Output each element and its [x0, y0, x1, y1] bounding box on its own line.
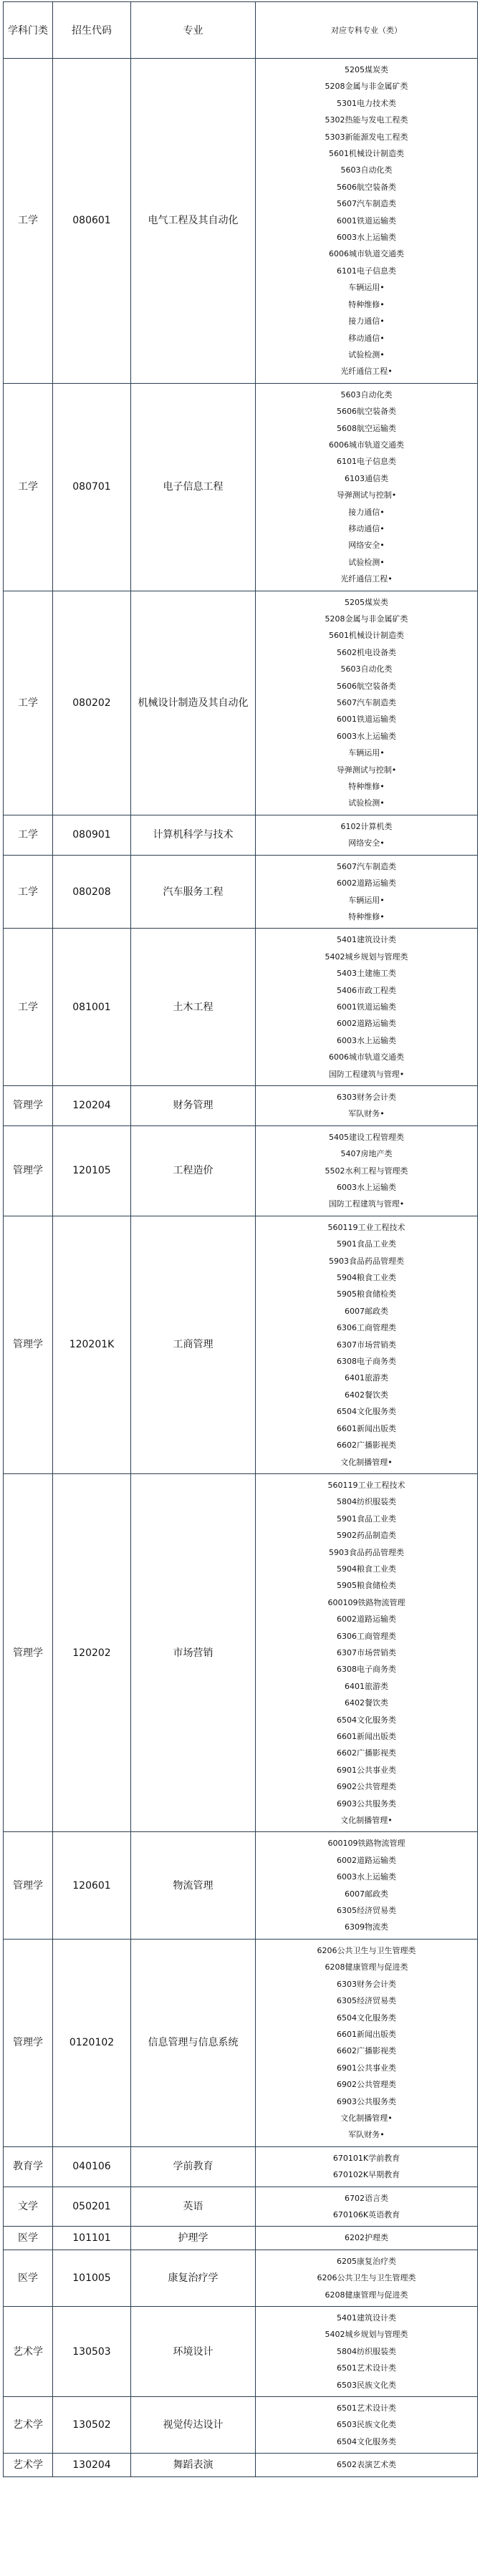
table-row	[4, 2187, 478, 2227]
mapped-major-item: 6401旅游类	[345, 1373, 388, 1383]
mapped-major-item: 6002道路运输类	[337, 1614, 396, 1624]
category-cell: 管理学	[4, 1832, 53, 1939]
mapped-major-item: 5601机械设计制造类	[329, 149, 404, 159]
mapped-major-item: 6303财务会计类	[337, 1979, 396, 1989]
mapped-major-item: 6401旅游类	[345, 1681, 388, 1691]
table-row	[4, 1216, 478, 1473]
mapped-major-item: 5601机械设计制造类	[329, 631, 404, 641]
mapped-majors-cell	[256, 591, 478, 815]
code-cell: 120202	[53, 1473, 131, 1832]
mapped-major-item: 5804纺织服装类	[337, 1497, 396, 1507]
mapped-major-item: 5904粮食工业类	[337, 1564, 396, 1574]
code-cell: 081001	[53, 929, 131, 1086]
mapped-major-item: 6101电子信息类	[337, 457, 396, 467]
code-cell: 101101	[53, 2227, 131, 2250]
mapped-majors-cell	[256, 2454, 478, 2476]
mapped-major-item: 文化制播管理•	[340, 1816, 393, 1826]
major-cell: 市场营销	[131, 1473, 256, 1832]
mapped-major-item: 车辆运用•	[348, 283, 385, 293]
table-row	[4, 1125, 478, 1216]
mapped-major-item: 5903食品药品管理类	[329, 1547, 404, 1557]
mapped-majors-cell	[256, 1216, 478, 1473]
mapped-major-item: 5407房地产类	[340, 1149, 393, 1159]
mapped-major-item: 6002道路运输类	[337, 878, 396, 888]
mapped-majors-cell	[256, 1939, 478, 2146]
code-cell: 101005	[53, 2250, 131, 2306]
code-cell: 080901	[53, 815, 131, 855]
mapped-major-item: 文化制播管理•	[340, 2113, 393, 2123]
mapped-major-item: 国防工程建筑与管理•	[328, 1069, 405, 1079]
mapped-major-item: 5607汽车制造类	[337, 698, 396, 708]
mapped-major-item: 6208健康管理与促进类	[325, 1962, 408, 1972]
table-row	[4, 59, 478, 384]
mapped-major-item: 6001铁道运输类	[337, 216, 396, 226]
mapped-major-item: 5405建设工程管理类	[329, 1132, 404, 1142]
major-cell: 土木工程	[131, 929, 256, 1086]
major-cell: 英语	[131, 2187, 256, 2227]
mapped-majors-cell	[256, 2307, 478, 2397]
mapped-major-item: 6007邮政类	[345, 1889, 388, 1899]
category-cell: 管理学	[4, 1085, 53, 1125]
mapped-major-item: 国防工程建筑与管理•	[328, 1199, 405, 1209]
mapped-major-item: 6504文化服务类	[337, 2436, 396, 2446]
mapped-major-item: 6503民族文化类	[337, 2380, 396, 2390]
mapped-major-item: 光纤通信工程•	[340, 574, 393, 584]
mapped-major-item: 6305经济贸易类	[337, 1906, 396, 1916]
mapped-major-item: 6601新闻出版类	[337, 1423, 396, 1433]
mapped-major-item: 6206公共卫生与卫生管理类	[317, 2273, 416, 2283]
mapped-major-item: 6901公共事业类	[337, 2063, 396, 2073]
mapped-major-item: 5607汽车制造类	[337, 199, 396, 209]
major-cell: 计算机科学与技术	[131, 815, 256, 855]
mapped-major-item: 670102K早期教育	[332, 2170, 400, 2180]
mapped-major-item: 特种维修•	[348, 911, 385, 921]
mapped-major-item: 5602机电设备类	[337, 647, 396, 657]
mapped-major-item: 6307市场营销类	[337, 1647, 396, 1657]
mapped-majors-cell	[256, 383, 478, 591]
table-row	[4, 2454, 478, 2476]
major-cell: 舞蹈表演	[131, 2454, 256, 2476]
category-cell: 艺术学	[4, 2307, 53, 2397]
mapped-major-item: 6504文化服务类	[337, 1407, 396, 1417]
mapped-major-item: 5402城乡规划与管理类	[325, 2330, 408, 2340]
table-body	[4, 59, 478, 2477]
mapped-major-item: 军队财务•	[348, 2130, 385, 2140]
mapped-major-item: 光纤通信工程•	[340, 367, 393, 377]
mapped-major-item: 6007邮政类	[345, 1306, 388, 1316]
mapped-majors-cell	[256, 1085, 478, 1125]
mapped-major-item: 6502表演艺术类	[337, 2460, 396, 2470]
mapped-major-item: 5302热能与发电工程类	[325, 115, 408, 125]
mapped-major-item: 5403土建施工类	[337, 969, 396, 979]
mapped-major-item: 5208金属与非金属矿类	[325, 82, 408, 92]
mapped-major-item: 5905粮食储检类	[337, 1581, 396, 1591]
category-cell: 文学	[4, 2187, 53, 2227]
category-cell: 教育学	[4, 2146, 53, 2187]
major-cell: 视觉传达设计	[131, 2397, 256, 2454]
mapped-major-item: 6903公共服务类	[337, 2096, 396, 2106]
mapped-major-item: 5901食品工业类	[337, 1239, 396, 1249]
mapped-majors-cell	[256, 855, 478, 929]
major-cell: 康复治疗学	[131, 2250, 256, 2306]
mapped-major-item: 6308电子商务类	[337, 1357, 396, 1367]
mapped-major-item: 6504文化服务类	[337, 2013, 396, 2023]
code-cell: 0120102	[53, 1939, 131, 2146]
mapped-major-item: 6001铁道运输类	[337, 715, 396, 725]
mapped-major-item: 6006城市轨道交通类	[329, 249, 404, 259]
code-cell: 130503	[53, 2307, 131, 2397]
mapped-major-item: 670101K学前教育	[332, 2153, 400, 2163]
mapped-major-item: 6402餐饮类	[345, 1698, 388, 1708]
category-cell: 工学	[4, 591, 53, 815]
mapped-major-item: 特种维修•	[348, 782, 385, 792]
category-cell: 艺术学	[4, 2454, 53, 2476]
mapped-major-item: 5608航空运输类	[337, 423, 396, 433]
mapped-major-item: 6503民族文化类	[337, 2420, 396, 2430]
mapped-major-item: 5603自动化类	[340, 664, 393, 674]
mapped-major-item: 6308电子商务类	[337, 1665, 396, 1675]
mapped-majors-cell	[256, 1473, 478, 1832]
category-cell: 医学	[4, 2227, 53, 2250]
code-cell: 130502	[53, 2397, 131, 2454]
code-cell: 080208	[53, 855, 131, 929]
mapped-major-item: 5902药品制造类	[337, 1531, 396, 1541]
mapped-major-item: 6602广播影视类	[337, 2046, 396, 2056]
mapped-major-item: 6303财务会计类	[337, 1092, 396, 1102]
mapped-major-item: 6006城市轨道交通类	[329, 1052, 404, 1062]
major-cell: 电子信息工程	[131, 383, 256, 591]
mapped-major-item: 接力通信•	[348, 507, 385, 517]
mapped-major-item: 接力通信•	[348, 316, 385, 326]
mapped-major-item: 6902公共管理类	[337, 1782, 396, 1792]
code-cell: 080601	[53, 59, 131, 384]
mapped-majors-cell	[256, 2187, 478, 2227]
header-code: 招生代码	[53, 2, 131, 59]
header-mapped-majors: 对应专科专业（类）	[256, 2, 478, 59]
mapped-major-item: 5901食品工业类	[337, 1514, 396, 1524]
table-row	[4, 815, 478, 855]
mapped-major-item: 5607汽车制造类	[337, 861, 396, 871]
major-cell: 财务管理	[131, 1085, 256, 1125]
mapped-major-item: 6306工商管理类	[337, 1631, 396, 1641]
table-row	[4, 2397, 478, 2454]
table-row	[4, 929, 478, 1086]
category-cell: 工学	[4, 383, 53, 591]
mapped-major-item: 6003水上运输类	[337, 1035, 396, 1045]
mapped-major-item: 5401建筑设计类	[337, 935, 396, 945]
mapped-major-item: 6702语言类	[345, 2193, 388, 2203]
category-cell: 工学	[4, 855, 53, 929]
mapped-major-item: 5903食品药品管理类	[329, 1256, 404, 1266]
mapped-major-item: 6102计算机类	[340, 821, 393, 831]
mapped-major-item: 6103通信类	[345, 473, 388, 483]
mapped-majors-cell	[256, 1832, 478, 1939]
mapped-major-item: 5205煤炭类	[345, 65, 388, 74]
mapped-major-item: 6902公共管理类	[337, 2080, 396, 2090]
mapped-major-item: 5905粮食储检类	[337, 1289, 396, 1299]
mapped-major-item: 5301电力技术类	[337, 98, 396, 108]
mapped-major-item: 600109铁路物流管理	[327, 1597, 405, 1607]
mapped-major-item: 5804纺织服装类	[337, 2346, 396, 2356]
category-cell: 工学	[4, 929, 53, 1086]
category-cell: 工学	[4, 815, 53, 855]
mapped-major-item: 5303新能源发电工程类	[325, 132, 408, 142]
table-row	[4, 1085, 478, 1125]
major-mapping-table	[3, 1, 478, 2477]
category-cell: 艺术学	[4, 2397, 53, 2454]
mapped-majors-cell	[256, 2146, 478, 2187]
mapped-major-item: 5603自动化类	[340, 165, 393, 175]
mapped-majors-cell	[256, 815, 478, 855]
code-cell: 040106	[53, 2146, 131, 2187]
mapped-major-item: 试验检测•	[348, 557, 385, 567]
mapped-major-item: 670106K英语教育	[332, 2209, 400, 2219]
mapped-major-item: 5603自动化类	[340, 389, 393, 400]
code-cell: 120601	[53, 1832, 131, 1939]
mapped-major-item: 6501艺术设计类	[337, 2403, 396, 2413]
mapped-major-item: 6003水上运输类	[337, 1183, 396, 1192]
major-cell: 电气工程及其自动化	[131, 59, 256, 384]
mapped-major-item: 文化制播管理•	[340, 1457, 393, 1467]
mapped-major-item: 560119工业工程技术	[327, 1222, 405, 1232]
code-cell: 130204	[53, 2454, 131, 2476]
mapped-major-item: 6504文化服务类	[337, 1715, 396, 1725]
mapped-major-item: 试验检测•	[348, 798, 385, 808]
major-cell: 工程造价	[131, 1125, 256, 1216]
major-cell: 物流管理	[131, 1832, 256, 1939]
category-cell: 工学	[4, 59, 53, 384]
mapped-major-item: 6309物流类	[345, 1922, 388, 1932]
table-row	[4, 383, 478, 591]
table-row	[4, 2250, 478, 2306]
major-cell: 环境设计	[131, 2307, 256, 2397]
mapped-major-item: 6202护理类	[345, 2233, 388, 2243]
mapped-major-item: 6006城市轨道交通类	[329, 440, 404, 450]
mapped-major-item: 6206公共卫生与卫生管理类	[317, 1945, 416, 1955]
mapped-major-item: 5402城乡规划与管理类	[325, 952, 408, 962]
mapped-major-item: 5208金属与非金属矿类	[325, 614, 408, 624]
mapped-major-item: 6003水上运输类	[337, 1872, 396, 1882]
code-cell: 080202	[53, 591, 131, 815]
category-cell: 管理学	[4, 1939, 53, 2146]
header-category: 学科门类	[4, 2, 53, 59]
mapped-major-item: 车辆运用•	[348, 895, 385, 905]
table-row	[4, 2307, 478, 2397]
mapped-major-item: 6903公共服务类	[337, 1798, 396, 1808]
mapped-major-item: 移动通信•	[348, 523, 385, 533]
mapped-majors-cell	[256, 59, 478, 384]
category-cell: 管理学	[4, 1216, 53, 1473]
mapped-major-item: 560119工业工程技术	[327, 1480, 405, 1490]
table-row	[4, 855, 478, 929]
mapped-major-item: 6003水上运输类	[337, 233, 396, 243]
mapped-major-item: 导弹测试与控制•	[336, 490, 397, 500]
mapped-major-item: 6208健康管理与促进类	[325, 2290, 408, 2300]
major-cell: 工商管理	[131, 1216, 256, 1473]
mapped-major-item: 600109铁路物流管理	[327, 1839, 405, 1849]
table-row	[4, 2227, 478, 2250]
table-row	[4, 1473, 478, 1832]
mapped-major-item: 6901公共事业类	[337, 1765, 396, 1775]
mapped-major-item: 6002道路运输类	[337, 1019, 396, 1029]
mapped-major-item: 6307市场营销类	[337, 1340, 396, 1350]
mapped-major-item: 5606航空装备类	[337, 182, 396, 192]
major-cell: 学前教育	[131, 2146, 256, 2187]
mapped-major-item: 6501艺术设计类	[337, 2363, 396, 2373]
table-row	[4, 1832, 478, 1939]
mapped-major-item: 网络安全•	[348, 541, 385, 551]
mapped-major-item: 5606航空装备类	[337, 681, 396, 691]
mapped-major-item: 6003水上运输类	[337, 731, 396, 741]
table-row	[4, 1939, 478, 2146]
major-cell: 机械设计制造及其自动化	[131, 591, 256, 815]
major-cell: 护理学	[131, 2227, 256, 2250]
mapped-major-item: 6601新闻出版类	[337, 2029, 396, 2039]
mapped-major-item: 6602广播影视类	[337, 1440, 396, 1451]
mapped-major-item: 试验检测•	[348, 349, 385, 359]
mapped-major-item: 5606航空装备类	[337, 407, 396, 417]
mapped-major-item: 网络安全•	[348, 838, 385, 848]
code-cell: 080701	[53, 383, 131, 591]
table-row	[4, 591, 478, 815]
category-cell: 医学	[4, 2250, 53, 2306]
mapped-major-item: 5205煤炭类	[345, 597, 388, 607]
mapped-major-item: 5904粮食工业类	[337, 1273, 396, 1283]
mapped-major-item: 6205康复治疗类	[337, 2256, 396, 2266]
major-cell: 信息管理与信息系统	[131, 1939, 256, 2146]
mapped-major-item: 5406市政工程类	[337, 985, 396, 995]
mapped-major-item: 6402餐饮类	[345, 1390, 388, 1400]
major-cell: 汽车服务工程	[131, 855, 256, 929]
code-cell: 120204	[53, 1085, 131, 1125]
mapped-majors-cell	[256, 929, 478, 1086]
mapped-major-item: 5502水利工程与管理类	[325, 1166, 408, 1176]
mapped-majors-cell	[256, 1125, 478, 1216]
mapped-major-item: 6305经济贸易类	[337, 1996, 396, 2006]
category-cell: 管理学	[4, 1125, 53, 1216]
mapped-major-item: 6602广播影视类	[337, 1748, 396, 1758]
mapped-major-item: 导弹测试与控制•	[336, 765, 397, 775]
table-row	[4, 2146, 478, 2187]
code-cell: 050201	[53, 2187, 131, 2227]
mapped-major-item: 军队财务•	[348, 1109, 385, 1119]
mapped-major-item: 移动通信•	[348, 333, 385, 343]
mapped-major-item: 特种维修•	[348, 299, 385, 309]
mapped-majors-cell	[256, 2397, 478, 2454]
mapped-major-item: 6001铁道运输类	[337, 1002, 396, 1012]
mapped-major-item: 6601新闻出版类	[337, 1732, 396, 1741]
header-row	[4, 2, 478, 59]
mapped-major-item: 6306工商管理类	[337, 1323, 396, 1333]
code-cell: 120201K	[53, 1216, 131, 1473]
mapped-major-item: 车辆运用•	[348, 748, 385, 758]
code-cell: 120105	[53, 1125, 131, 1216]
header-major: 专业	[131, 2, 256, 59]
mapped-majors-cell	[256, 2250, 478, 2306]
category-cell: 管理学	[4, 1473, 53, 1832]
mapped-majors-cell	[256, 2227, 478, 2250]
mapped-major-item: 6002道路运输类	[337, 1855, 396, 1865]
mapped-major-item: 5401建筑设计类	[337, 2313, 396, 2323]
mapped-major-item: 6101电子信息类	[337, 266, 396, 276]
